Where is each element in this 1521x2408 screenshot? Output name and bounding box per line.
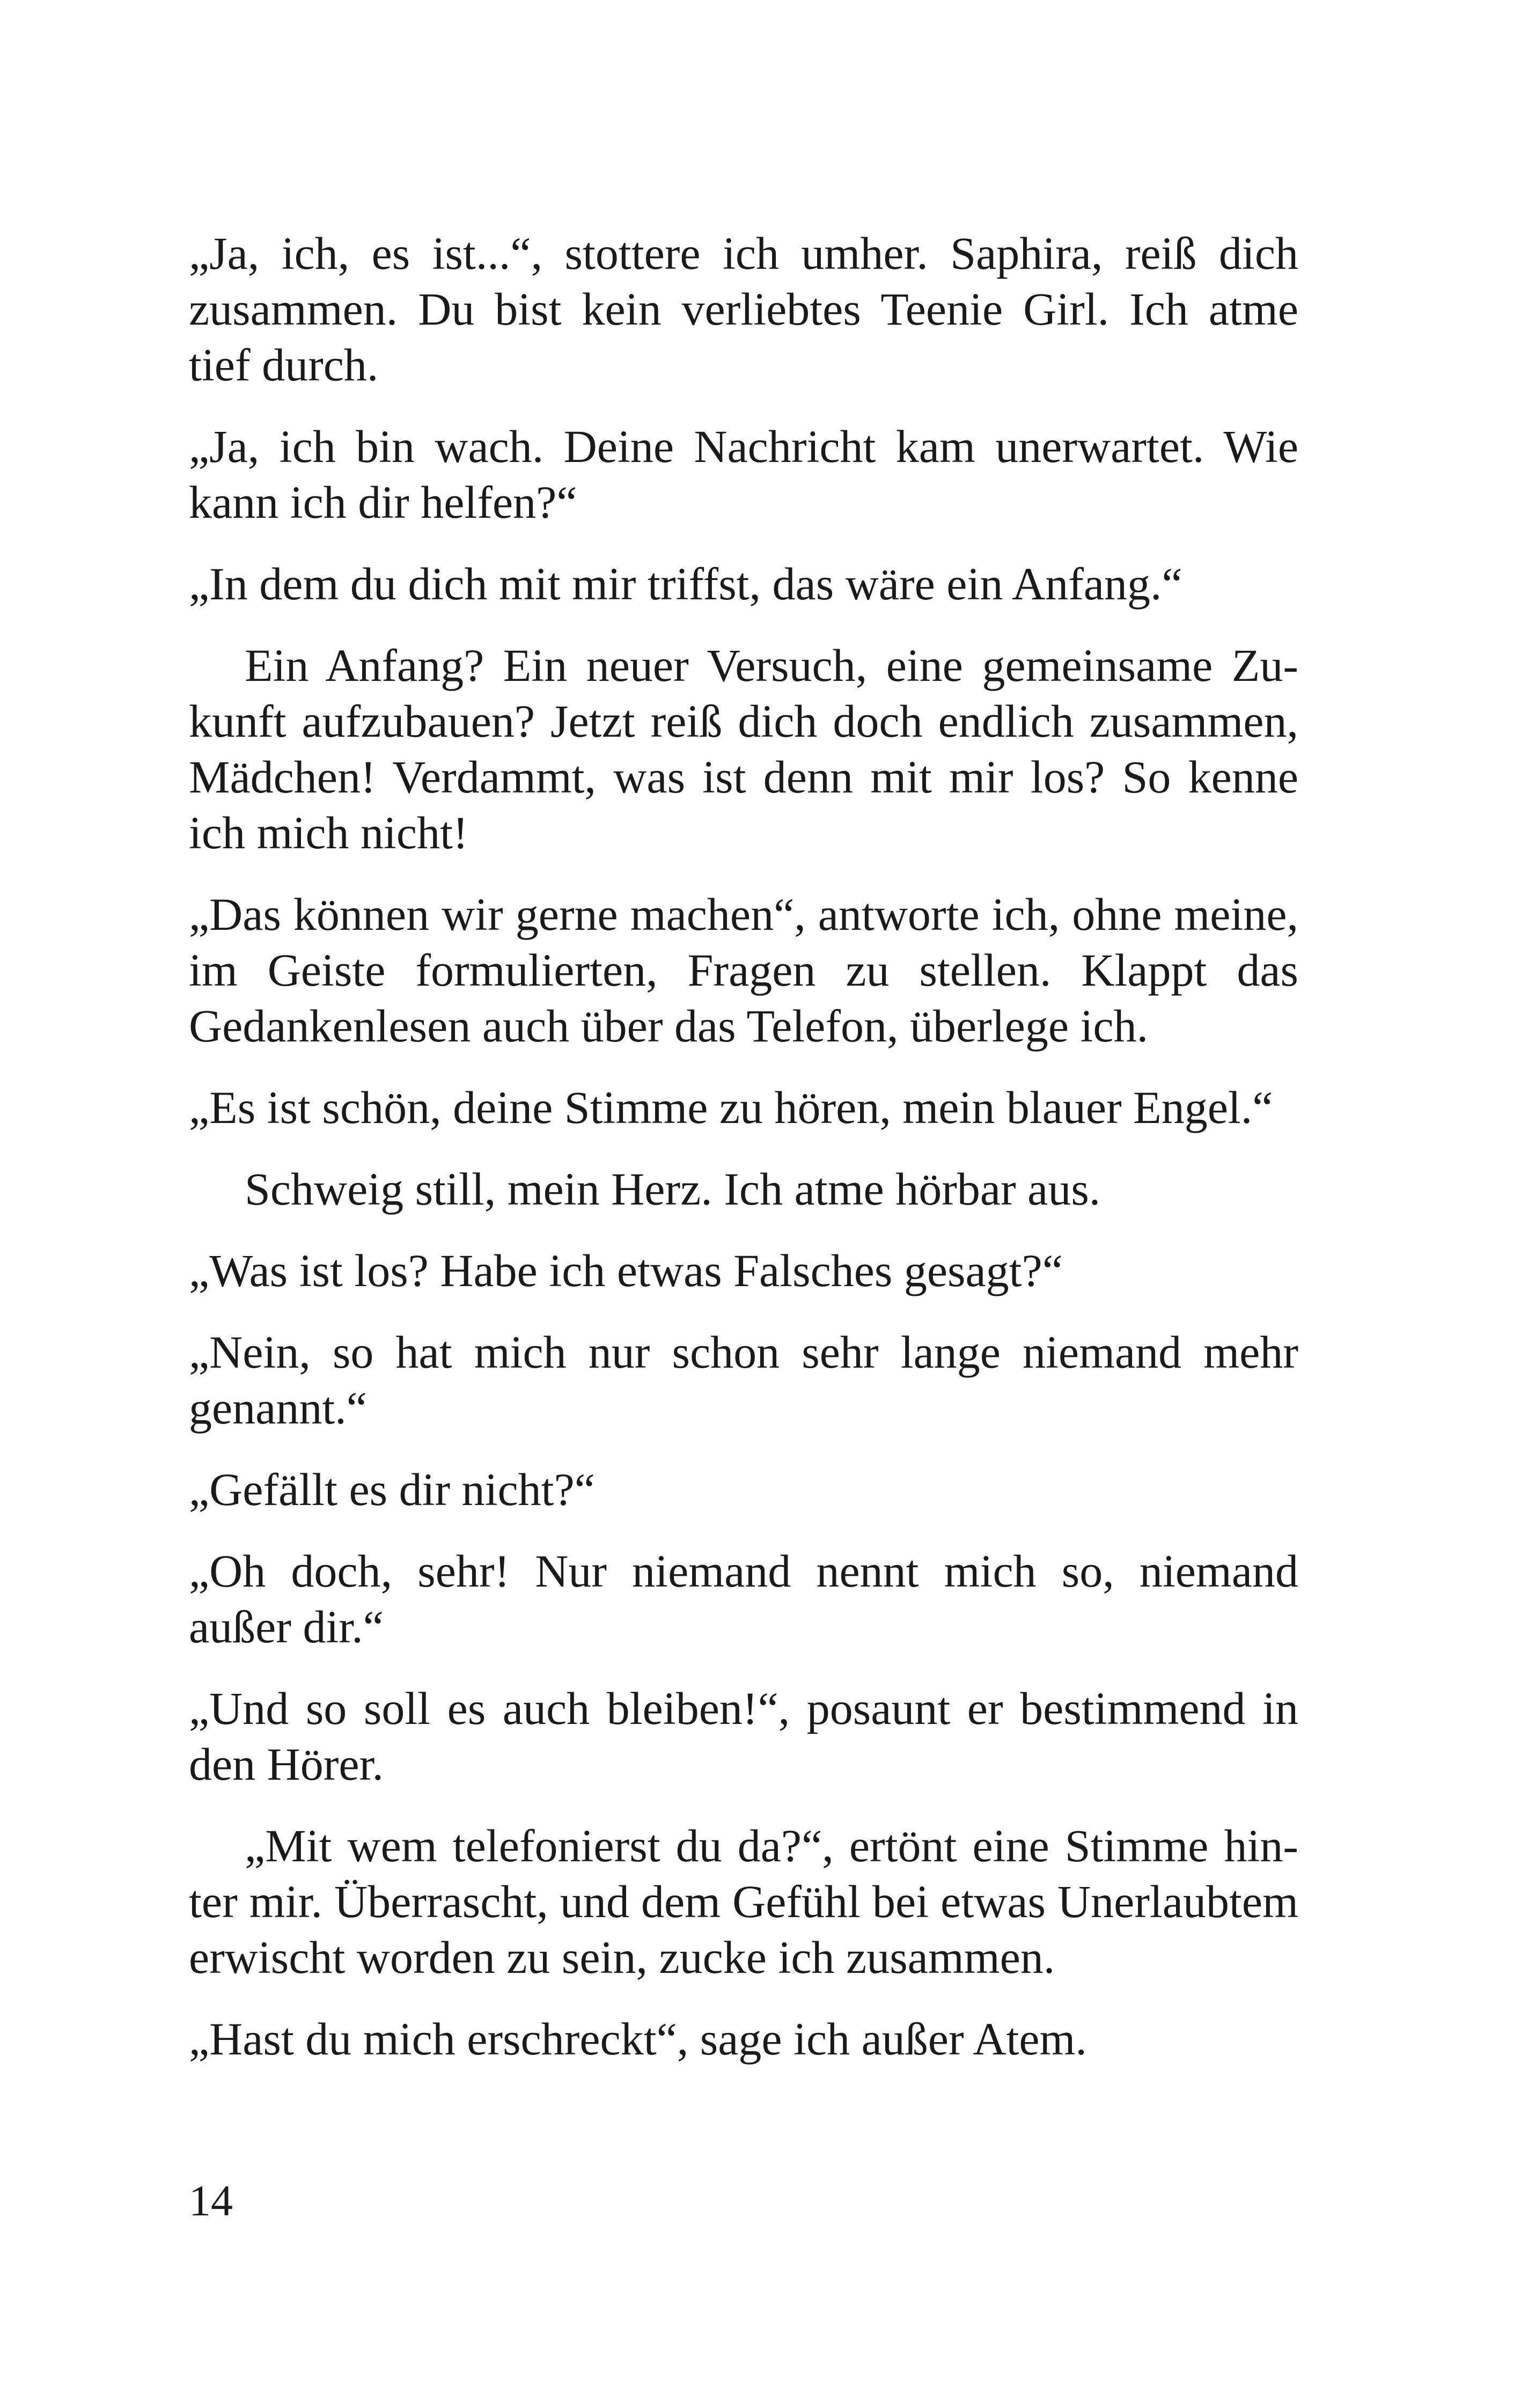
paragraph-13: „Mit wem telefonierst du da?“, ertönt eine Stimme hinter mir. Überrascht, und dem Gefühl bei etwas Unerlaubtem erwischt worden zu sein, zucke ich zusammen. — [189, 1820, 1298, 1983]
paragraph-14: „Hast du mich erschreckt“, sage ich außer Atem. — [189, 2013, 1087, 2065]
paragraph-4: Ein Anfang? Ein neuer Versuch, eine gemeinsame Zukunft aufzubauen? Jetzt reiß dich doch endlich zusammen, Mädchen! Verdammt, was ist denn mit mir los? So kenne ich mich nicht! — [189, 640, 1298, 858]
paragraph-2: „Ja, ich bin wach. Deine Nachricht kam unerwartet. Wie kann ich dir helfen?“ — [189, 421, 1298, 528]
page-number: 14 — [189, 2176, 233, 2225]
paragraph-8: „Was ist los? Habe ich etwas Falsches gesagt?“ — [189, 1245, 1063, 1296]
book-page-text — [189, 225, 1298, 2093]
paragraph-6: „Es ist schön, deine Stimme zu hören, mein blauer Engel.“ — [189, 1082, 1273, 1133]
paragraph-5: „Das können wir gerne machen“, antworte ich, ohne meine, im Geiste formulierten, Fragen zu stellen. Klappt das Gedankenlesen auch über das Telefon, überlege ich. — [189, 889, 1298, 1052]
paragraph-12: „Und so soll es auch bleiben!“, posaunt er bestimmend in den Hörer. — [189, 1683, 1298, 1790]
paragraph-7: Schweig still, mein Herz. Ich atme hörbar aus. — [245, 1163, 1101, 1215]
paragraph-10: „Gefällt es dir nicht?“ — [189, 1464, 595, 1515]
paragraph-1: „Ja, ich, es ist...“, stottere ich umher. Saphira, reiß dich zusammen. Du bist kein verliebtes Teenie Girl. Ich atme tief durch. — [189, 227, 1298, 391]
paragraph-9: „Nein, so hat mich nur schon sehr lange niemand mehr genannt.“ — [189, 1326, 1298, 1434]
paragraph-11: „Oh doch, sehr! Nur niemand nennt mich so, niemand außer dir.“ — [189, 1545, 1298, 1653]
paragraph-3: „In dem du dich mit mir triffst, das wäre ein Anfang.“ — [189, 558, 1182, 610]
